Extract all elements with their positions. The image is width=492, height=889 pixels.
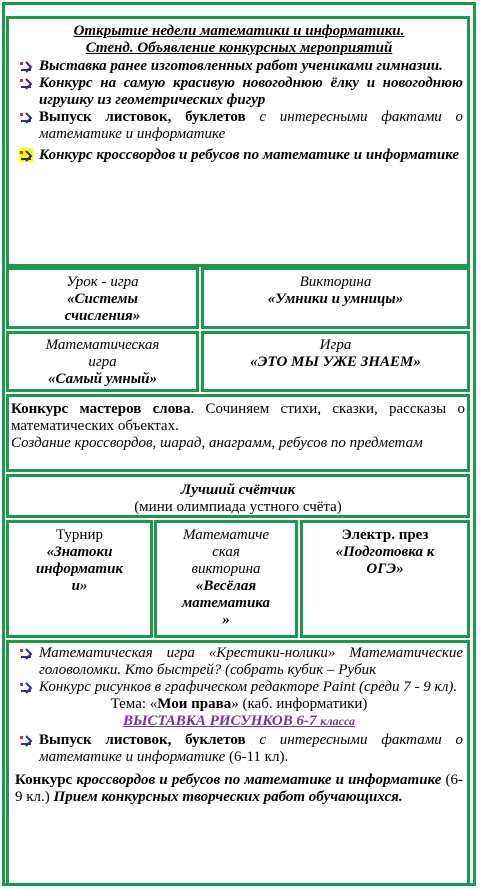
lesson-game-box (6, 267, 199, 329)
fun-math-box (154, 520, 298, 638)
smartest-game-box (6, 331, 199, 392)
bullet-arrow-icon (19, 148, 33, 162)
box-label: Электр. през (341, 527, 429, 543)
best-counter-box (6, 474, 470, 518)
box-title: «Самый умный» (47, 371, 158, 387)
box-label: Турнир (56, 527, 103, 543)
box-label: Викторина (299, 274, 372, 290)
list-item (15, 645, 463, 679)
box-label: Математиче (182, 527, 270, 543)
word-masters-italic: Создание кроссвордов, шарад, анаграмм, ребусов по предметам (11, 435, 423, 451)
page-subtitle: Стенд. Объявление конкурсных мероприятий (85, 40, 393, 56)
box-title: «Умники и умницы» (267, 291, 404, 307)
quiz-box (201, 267, 470, 329)
contest-paragraph: Конкурс кроссвордов и ребусов по математике и информатике (6-9 кл.) Прием конкурсных творческих работ обучающихся. (15, 772, 463, 805)
box-label: (мини олимпиада устного счёта) (134, 499, 342, 515)
header-item-text: с интересными фактами о математике и информатике (39, 109, 463, 142)
box-title: и» (71, 578, 88, 594)
header-item-text: Конкурс на самую красивую новогоднюю ёлку и новогоднюю игрушку из геометрических фигур (39, 75, 463, 108)
box-title: «Весёлая (195, 578, 257, 594)
bullet-arrow-icon (19, 646, 33, 660)
exhibition-title: ВЫСТАВКА РИСУНКОВ 6-7 класса (122, 713, 356, 729)
box-title: информатик (35, 561, 124, 577)
box-title: «Знатоки (46, 544, 113, 560)
presentation-box (300, 520, 470, 638)
bottom-box (6, 640, 470, 886)
box-label: игра (88, 354, 117, 370)
tournament-box (6, 520, 153, 638)
box-label: Урок - игра (66, 274, 139, 290)
bottom-item-text: Конкурс рисунков в графическом редакторе Paint (среди 7 - 9 кл). (39, 679, 458, 695)
box-title: Лучший счётчик (180, 482, 296, 498)
bullet-arrow-icon (19, 76, 33, 90)
we-know-game-box (201, 331, 470, 392)
bottom-item-text: Математическая игра «Крестики-нолики» Математические головоломки. Кто быстрей? (собрать кубик – Рубик (39, 645, 463, 678)
header-item-text: Выставка ранее изготовленных работ учениками гимназии. (39, 58, 443, 74)
bullet-arrow-icon (19, 110, 33, 124)
word-masters-box (6, 394, 470, 472)
word-masters-text: Конкурс мастеров слова. Сочиняем стихи, сказки, рассказы о математических объектах. (11, 401, 465, 434)
bullet-arrow-icon (19, 733, 33, 747)
box-label: Игра (319, 337, 352, 353)
header-box (6, 16, 470, 267)
box-label: ская (212, 544, 240, 560)
header-item-text: Конкурс кроссвордов и ребусов по математике и информатике (39, 147, 460, 163)
list-item (15, 58, 463, 75)
box-title: счисления» (64, 308, 141, 324)
list-item (15, 147, 463, 164)
list-item: Выпуск листовок, буклетов с интересными фактами о математике и информатике (6-11 кл). (15, 732, 463, 766)
bullet-arrow-icon (19, 59, 33, 73)
box-title: ОГЭ» (366, 561, 404, 577)
box-label: Математическая (45, 337, 160, 353)
header-item-text: Выпуск листовок, буклетов (39, 109, 246, 125)
page-title: Открытие недели математики и информатики. (73, 23, 405, 39)
list-item (15, 679, 463, 696)
list-item (15, 109, 463, 143)
box-title: «ЭТО МЫ УЖЕ ЗНАЕМ» (250, 354, 421, 370)
box-title: «Системы (67, 291, 138, 307)
box-title: математика (181, 595, 271, 611)
theme-line: Тема: «Мои права» (каб. информатики) (110, 696, 368, 712)
box-label: викторина (191, 561, 261, 577)
box-title: » (222, 612, 230, 628)
list-item (15, 75, 463, 109)
box-title: «Подготовка к (335, 544, 435, 560)
bullet-arrow-icon (19, 680, 33, 694)
